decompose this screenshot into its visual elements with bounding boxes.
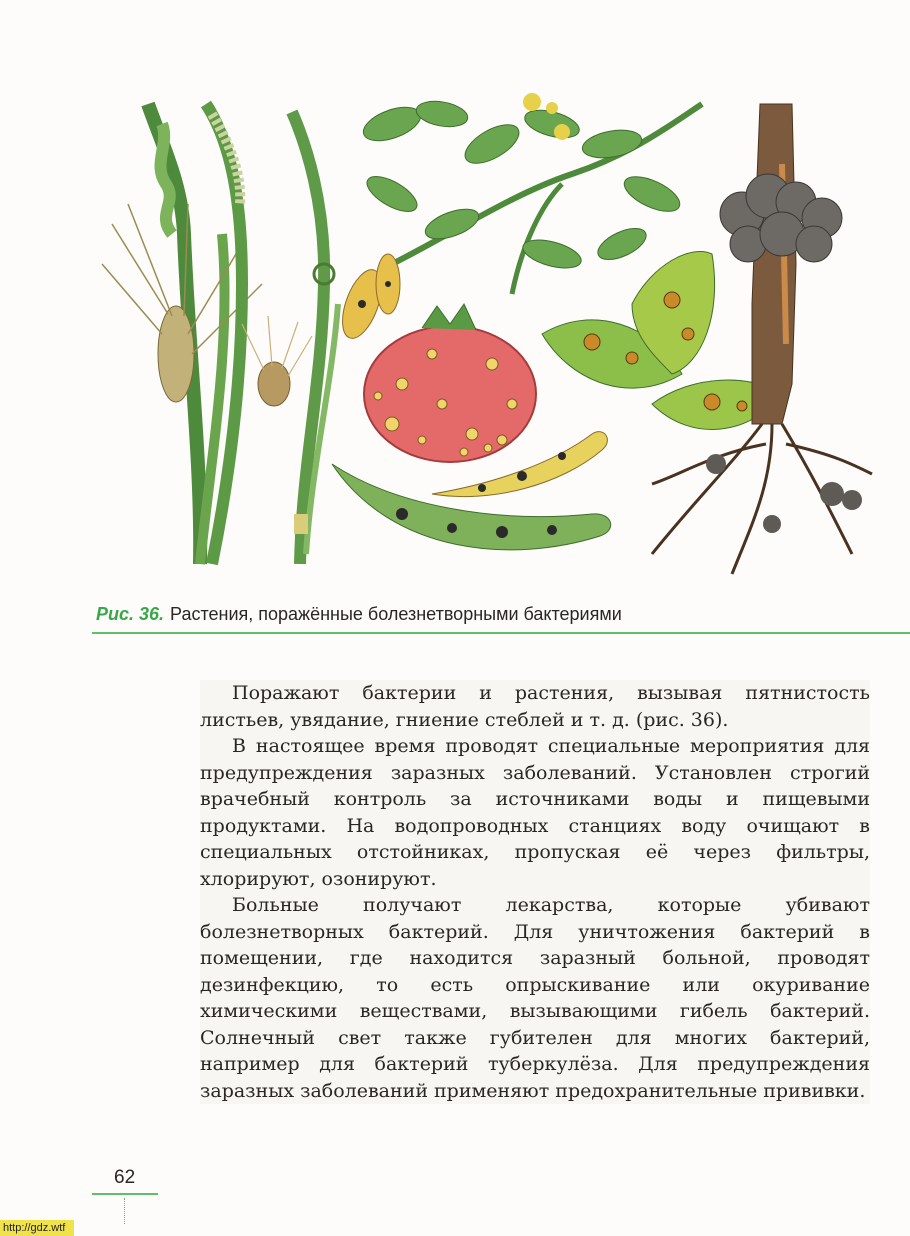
- paragraph: Поражают бактерии и растения, вызывая пятнистость листьев, увядание, гниение стеблей и т. д. (рис. 36).: [200, 682, 870, 731]
- caption-divider: [92, 632, 910, 634]
- spotted-leaves: [542, 251, 782, 429]
- figure-caption: [96, 604, 896, 625]
- figure-caption-label: Рис. 36.: [96, 604, 165, 624]
- paragraph: Больные получают лекарства, которые убивают болезнетворных бактерий. Для уничтожения бактерий в помещении, где находится заразный больной, проводят дезинфекцию, то есть опрыскивание или окуривание химическими веществами, вызывающими гибель бактерий. Солнечный свет также губителен для многих бактерий, например для бактерий туберкулёза. Для предупреждения заразных заболеваний применяют предохранительные прививки.: [200, 894, 870, 1102]
- page-number: 62: [114, 1167, 136, 1188]
- wheat-plant-right: [242, 112, 338, 564]
- paragraph: В настоящее время проводят специальные мероприятия для предупреждения заразных заболеваний. Установлен строгий врачебный контроль за источниками воды и пищевыми продуктами. На водопроводных станциях воду очищают в специальных отстойниках, пропуская её через фильтры, хлорируют, озонируют.: [200, 735, 870, 890]
- page-number-divider: [92, 1193, 158, 1195]
- page-number-dots: [124, 1198, 125, 1224]
- diseased-plants-illustration: [92, 84, 882, 584]
- figure-caption-text: Растения, поражённые болезнетворными бактериями: [170, 604, 622, 624]
- watermark-link[interactable]: http://gdz.wtf: [0, 1220, 74, 1236]
- tomato-fruit: [364, 304, 536, 462]
- wheat-plant-left: [102, 104, 262, 564]
- figure-illustration: [92, 84, 882, 584]
- body-text: [200, 680, 870, 1104]
